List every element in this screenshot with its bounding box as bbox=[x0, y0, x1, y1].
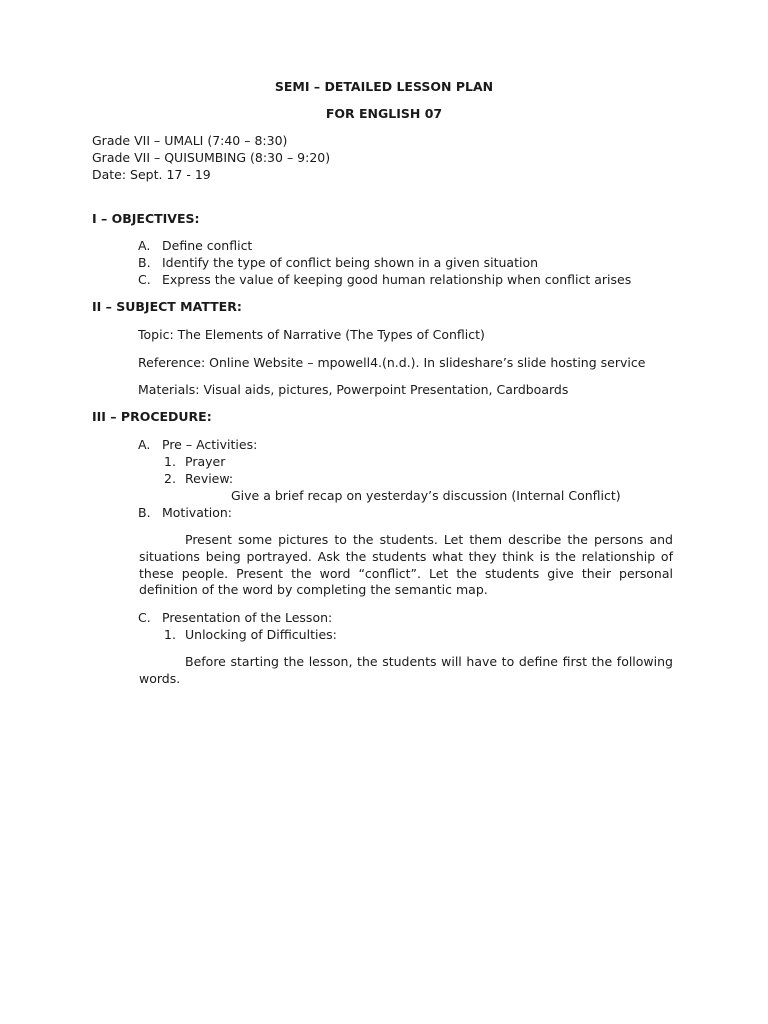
sub-item: Review: bbox=[185, 471, 234, 486]
list-marker: A. bbox=[138, 238, 151, 253]
procedure-heading: III – PROCEDURE: bbox=[92, 409, 212, 424]
objective-item: Identify the type of conflict being shown in a given situation bbox=[162, 255, 539, 270]
objective-item: Express the value of keeping good human relationship when conflict arises bbox=[162, 272, 632, 287]
list-marker: 2. bbox=[164, 471, 176, 486]
document-subtitle: FOR ENGLISH 07 bbox=[325, 106, 443, 121]
objective-item: Define conflict bbox=[162, 238, 253, 253]
document-title: SEMI – DETAILED LESSON PLAN bbox=[274, 79, 494, 94]
motivation-paragraph: Present some pictures to the students. Let them describe the persons and situations being portrayed. Ask the students what they think is the relationship of these people. Present the word “conflict”. Let the students give their personal definition of the word by completing the semantic map. bbox=[139, 532, 673, 598]
lesson-paragraph: Before starting the lesson, the students will have to define first the following words. bbox=[139, 654, 673, 686]
list-marker: B. bbox=[138, 505, 151, 520]
pre-activities-label: Pre – Activities: bbox=[162, 437, 258, 452]
materials-line: Materials: Visual aids, pictures, Powerpoint Presentation, Cardboards bbox=[138, 382, 569, 397]
presentation-label: Presentation of the Lesson: bbox=[162, 610, 333, 625]
objectives-heading: I – OBJECTIVES: bbox=[92, 211, 200, 226]
list-marker: A. bbox=[138, 437, 151, 452]
info-line: Date: Sept. 17 - 19 bbox=[92, 167, 211, 182]
list-marker: 1. bbox=[164, 627, 176, 642]
list-marker: 1. bbox=[164, 454, 176, 469]
list-marker: C. bbox=[138, 610, 151, 625]
sub-item: Unlocking of Difficulties: bbox=[185, 627, 337, 642]
topic-line: Topic: The Elements of Narrative (The Types of Conflict) bbox=[138, 327, 485, 342]
review-description: Give a brief recap on yesterday’s discussion (Internal Conflict) bbox=[231, 488, 621, 503]
list-marker: C. bbox=[138, 272, 151, 287]
reference-line: Reference: Online Website – mpowell4.(n.d.). In slideshare’s slide hosting service bbox=[138, 355, 646, 370]
info-line: Grade VII – UMALI (7:40 – 8:30) bbox=[92, 133, 288, 148]
sub-item: Prayer bbox=[185, 454, 226, 469]
motivation-label: Motivation: bbox=[162, 505, 233, 520]
info-line: Grade VII – QUISUMBING (8:30 – 9:20) bbox=[92, 150, 331, 165]
subject-matter-heading: II – SUBJECT MATTER: bbox=[92, 299, 242, 314]
list-marker: B. bbox=[138, 255, 151, 270]
